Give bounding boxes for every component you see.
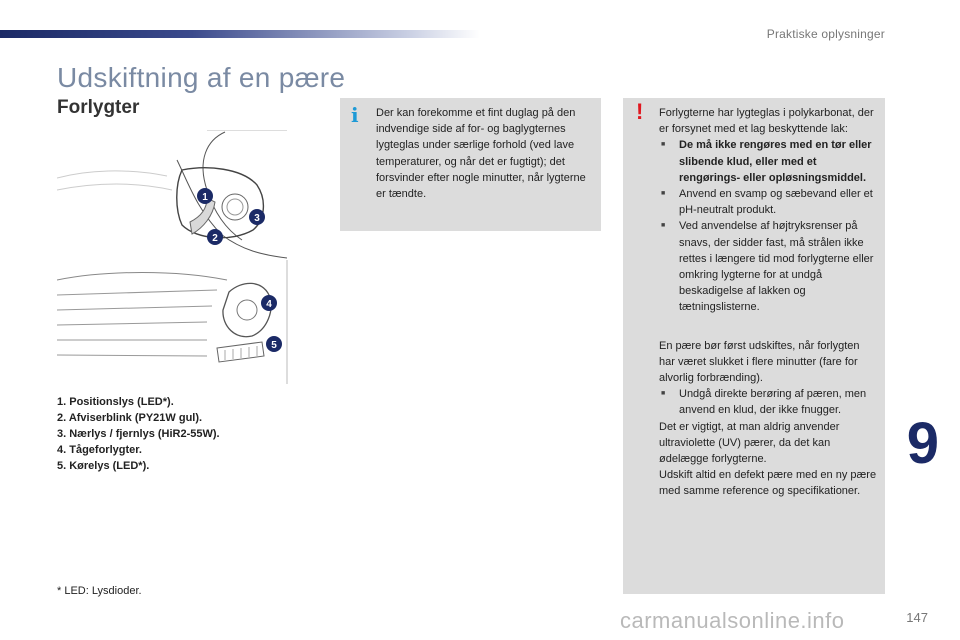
warning-item: ■ Undgå direkte berøring af pæren, men anvend en klud, der ikke fnugger. (659, 386, 877, 418)
watermark: carmanualsonline.info (620, 608, 845, 633)
warning-intro: Forlygterne har lygteglas i polykarbonat, der er forsynet med et lag beskyttende lak: (659, 107, 874, 136)
warning-para-3: Det er vigtigt, at man aldrig anvender ultraviolette (UV) pærer, da det kan ødelægge forlygterne. (659, 420, 840, 466)
marker-1: 1 (202, 192, 208, 203)
legend-list (57, 394, 220, 474)
warning-box (623, 98, 885, 594)
footnote: * LED: Lysdioder. (57, 585, 142, 597)
page-number: 147 (906, 610, 928, 625)
header-gradient-bar (0, 30, 480, 38)
legend-item: 4. Tågeforlygter. (57, 444, 142, 456)
legend-item: 1. Positionslys (LED*). (57, 396, 174, 408)
page-title: Udskiftning af en pære (57, 62, 346, 93)
warning-item: ■ Ved anvendelse af højtryksrenser på snavs, der sidder fast, må strålen ikke rettes i længere tid mod forlygterne eller omkring lygterne for at undgå beskadigelse af lakken og tætningslisterne. (659, 218, 877, 315)
warning-icon: ! (636, 99, 644, 124)
legend-item: 3. Nærlys / fjernlys (HiR2-55W). (57, 428, 220, 440)
warning-item: ■ De må ikke rengøres med en tør eller slibende klud, eller med et rengørings- eller opløsningsmiddel. (659, 137, 877, 186)
warning-para-4: Udskift altid en defekt pære med en ny pære med samme reference og specifikationer. (659, 469, 877, 498)
warning-item: ■ Anvend en svamp og sæbevand eller et pH-neutralt produkt. (659, 186, 877, 218)
marker-3: 3 (254, 213, 260, 224)
marker-2: 2 (212, 233, 218, 244)
chapter-number: 9 (906, 411, 939, 476)
page-subtitle: Forlygter (57, 97, 140, 118)
info-icon: i (351, 103, 359, 127)
legend-item: 5. Kørelys (LED*). (57, 460, 150, 472)
warning-list (659, 137, 877, 315)
warning-list-2 (659, 386, 877, 418)
marker-5: 5 (271, 340, 277, 351)
warning-para-2: En pære bør først udskiftes, når forlygten har været slukket i flere minutter (fare for alvorlig forbrænding). (659, 339, 860, 385)
marker-4: 4 (266, 299, 272, 310)
section-title: Praktiske oplysninger (766, 27, 885, 41)
info-box (340, 98, 601, 231)
headlight-illustration (57, 130, 289, 384)
legend-item: 2. Afviserblink (PY21W gul). (57, 412, 203, 424)
info-text: Der kan forekomme et fint duglag på den indvendige side af for- og baglygternes lygteglas under særlige forhold (ved lave temperaturer, og når det er fugtigt); det forsvinder efter nogle minutter, når lygterne er tændte. (376, 107, 586, 201)
